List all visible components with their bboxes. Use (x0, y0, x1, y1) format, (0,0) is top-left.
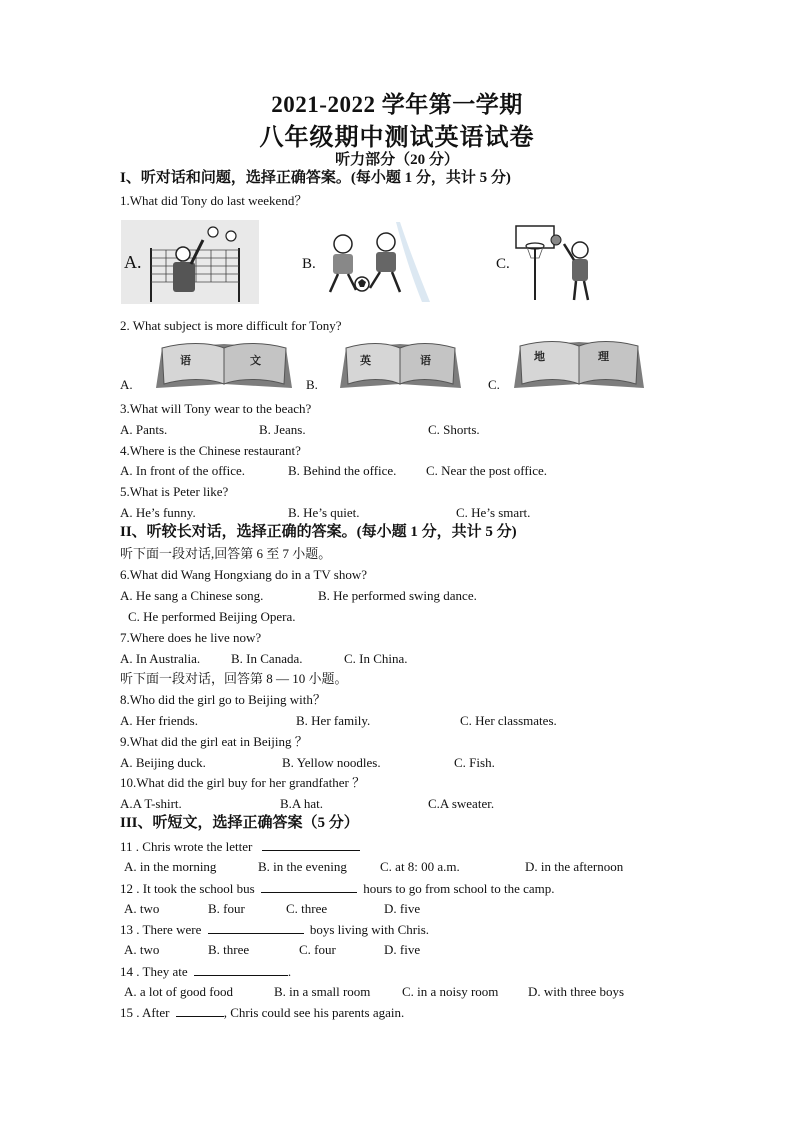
section-1-title: I、听对话和问题，选择正确答案。(每小题 1 分，共计 5 分) (120, 170, 511, 186)
q11-option-a: A. in the morning (124, 859, 217, 874)
q12-option-a: A. two (124, 901, 160, 916)
q3-option-b: B. Jeans. (259, 422, 306, 437)
q1-option-c-picture (494, 220, 604, 302)
question-1: 1.What did Tony do last weekend？ (120, 193, 308, 208)
q10-option-b: B.A hat. (280, 796, 323, 811)
q8-option-c: C. Her classmates. (460, 713, 557, 728)
question-13-text-start: 13 . There were (120, 922, 202, 937)
q2-option-c-label: C. (488, 377, 500, 392)
question-11-blank[interactable] (262, 838, 360, 851)
q2-book-b-right-char: 语 (420, 354, 431, 367)
q3-option-c: C. Shorts. (428, 422, 480, 437)
q10-option-c: C.A sweater. (428, 796, 495, 811)
question-13-text-end: boys living with Chris. (309, 922, 430, 937)
q5-option-a: A. He’s funny. (120, 505, 196, 520)
q7-option-a: A. In Australia. (120, 651, 201, 666)
q3-option-a: A. Pants. (120, 422, 168, 437)
q9-option-c: C. Fish. (454, 755, 495, 770)
q14-option-c: C. in a noisy room (402, 984, 499, 999)
question-14-blank[interactable] (194, 963, 288, 976)
question-12-text-start: 12 . It took the school bus (120, 881, 255, 896)
question-14 (120, 963, 291, 980)
q2-option-a-label: A. (120, 377, 133, 392)
question-10: 10.What did the girl buy for her grandfather ？ (120, 775, 366, 790)
question-15 (120, 1004, 404, 1021)
q9-option-b: B. Yellow noodles. (282, 755, 381, 770)
question-7: 7.Where does he live now? (120, 630, 262, 645)
q4-option-c: C. Near the post office. (426, 463, 548, 478)
q5-option-c: C. He’s smart. (456, 505, 531, 520)
section-3-title: III、听短文，选择正确答案（5 分） (120, 815, 359, 831)
q12-option-c: C. three (286, 901, 328, 916)
q1-option-a-picture (121, 220, 259, 304)
question-6: 6.What did Wang Hongxiang do in a TV show? (120, 567, 368, 582)
question-13 (120, 921, 429, 938)
q13-option-a: A. two (124, 942, 160, 957)
exam-year-title: 2021-2022 学年第一学期 (271, 92, 523, 117)
q2-option-b-book (338, 340, 463, 392)
q11-option-b: B. in the evening (258, 859, 347, 874)
question-9: 9.What did the girl eat in Beijing ？ (120, 734, 308, 749)
q2-option-c-book (512, 338, 646, 392)
question-12-blank[interactable] (261, 880, 357, 893)
q12-option-d: D. five (384, 901, 421, 916)
q13-option-c: C. four (299, 942, 336, 957)
question-4: 4.Where is the Chinese restaurant? (120, 443, 301, 458)
question-12 (120, 880, 555, 897)
q1-option-a-label: A. (124, 252, 142, 272)
q13-option-d: D. five (384, 942, 421, 957)
question-11-text: 11 . Chris wrote the letter (120, 839, 253, 854)
question-11 (120, 838, 360, 855)
q6-option-b: B. He performed swing dance. (318, 588, 477, 603)
section-2-title: II、听较长对话，选择正确的答案。(每小题 1 分，共计 5 分) (120, 524, 517, 540)
q2-option-a-book (154, 340, 294, 392)
q9-option-a: A. Beijing duck. (120, 755, 206, 770)
question-14-text-end: . (287, 964, 292, 979)
question-15-blank[interactable] (176, 1004, 224, 1017)
question-12-text-end: hours to go from school to the camp. (363, 881, 555, 896)
q6-option-c: C. He performed Beijing Opera. (128, 609, 296, 624)
question-8: 8.Who did the girl go to Beijing with？ (120, 692, 326, 707)
question-5: 5.What is Peter like? (120, 484, 229, 499)
question-3: 3.What will Tony wear to the beach? (120, 401, 312, 416)
q14-option-a: A. a lot of good food (124, 984, 234, 999)
question-14-text-start: 14 . They ate (120, 964, 188, 979)
q11-option-d: D. in the afternoon (525, 859, 624, 874)
q2-book-a-right-char: 文 (250, 354, 261, 367)
q10-option-a: A.A T-shirt. (120, 796, 182, 811)
q13-option-b: B. three (208, 942, 250, 957)
section-2-intro-1: 听下面一段对话,回答第 6 至 7 小题。 (120, 546, 332, 561)
q14-option-b: B. in a small room (274, 984, 371, 999)
q1-option-b-picture (300, 222, 430, 302)
exam-title: 八年级期中测试英语试卷 (259, 125, 535, 151)
q1-option-b-label: B. (302, 256, 316, 272)
question-13-blank[interactable] (208, 921, 304, 934)
q7-option-c: C. In China. (344, 651, 408, 666)
q7-option-b: B. In Canada. (231, 651, 303, 666)
q8-option-b: B. Her family. (296, 713, 371, 728)
q2-book-c-right-char: 理 (598, 350, 609, 363)
q1-option-c-label: C. (496, 256, 510, 272)
question-2: 2. What subject is more difficult for Tony? (120, 318, 342, 333)
listening-part-title: 听力部分（20 分） (335, 152, 459, 168)
q11-option-c: C. at 8: 00 a.m. (380, 859, 460, 874)
q12-option-b: B. four (208, 901, 245, 916)
q5-option-b: B. He’s quiet. (288, 505, 360, 520)
q4-option-b: B. Behind the office. (288, 463, 397, 478)
q4-option-a: A. In front of the office. (120, 463, 246, 478)
q6-option-a: A. He sang a Chinese song. (120, 588, 264, 603)
q2-book-b-left-char: 英 (360, 354, 371, 367)
question-15-text-start: 15 . After (120, 1005, 170, 1020)
q8-option-a: A. Her friends. (120, 713, 198, 728)
q14-option-d: D. with three boys (528, 984, 625, 999)
q2-book-a-left-char: 语 (180, 354, 191, 367)
q2-book-c-left-char: 地 (534, 350, 545, 363)
section-2-intro-2: 听下面一段对话，回答第 8 — 10 小题。 (120, 671, 348, 686)
q2-option-b-label: B. (306, 377, 318, 392)
question-15-text-end: , Chris could see his parents again. (223, 1005, 405, 1020)
